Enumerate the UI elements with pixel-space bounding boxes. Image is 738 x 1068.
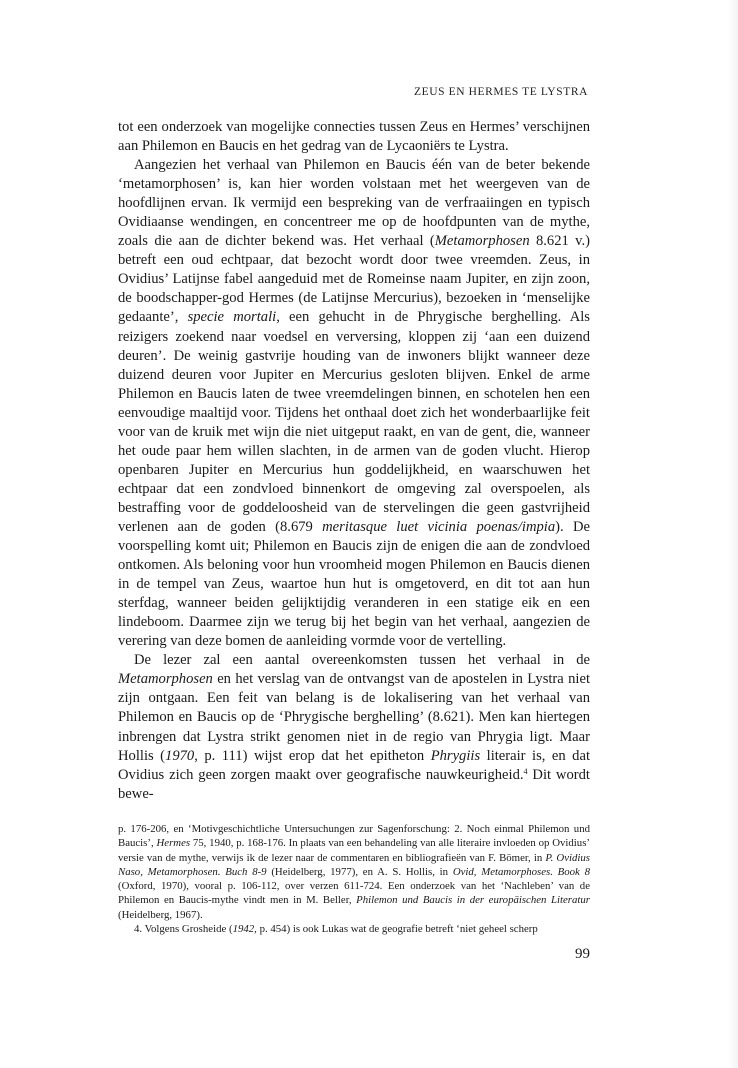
- footnote-segment: , p. 454) is ook Lukas wat de geografie betreft ‘niet geheel scherp: [254, 923, 538, 936]
- footnote-segment-italic: Ovid, Metamorphoses. Book 8: [452, 865, 590, 878]
- text-segment: Dit wordt bewe-: [118, 766, 590, 802]
- footnote-segment: p. 176-206, en ‘Motivgeschichtliche Untersuchungen zur Sagenforschung: 2. Noch einmal Philemon und Baucis’,: [118, 823, 590, 850]
- footnote-segment: 4. Volgens Grosheide (: [134, 923, 233, 936]
- footnotes: [118, 822, 590, 936]
- footnote-segment: (Heidelberg, 1967).: [118, 908, 203, 921]
- footnote-segment: (Heidelberg, 1977), en A. S. Hollis, in: [266, 865, 453, 878]
- text-segment: 8.621 v.) betreft een oud echtpaar, dat bezocht wordt door twee vreemden. Zeus, in Ovidius’ Latijnse fabel aangeduid met de Romeinse naam Jupiter, en zijn zoon, de boodschapper-god Hermes (de Latijnse Mercurius), bezoeken in ‘menselijke gedaante’,: [118, 233, 590, 326]
- page-number: 99: [575, 946, 590, 962]
- footnote-reference: 4: [523, 766, 528, 776]
- paragraph: [118, 118, 590, 156]
- text-segment-italic: Metamorphosen: [434, 233, 530, 250]
- page-edge-shadow: [728, 0, 738, 1068]
- text-segment: ). De voorspelling komt uit; Philemon en Baucis zijn de enigen die aan de zondvloed ontkomen. Als beloning voor hun vroomheid mogen Philemon en Baucis dienen in de tempel van Zeus, waartoe hun hut is omgetoverd, en dit tot aan hun sterfdag, wanneer beiden gelijktijdig veranderen in een statige eik en een lindeboom. Daarmee zijn we terug bij het begin van het verhaal, aangezien de verering van deze bomen de aanleiding vormde voor de vertelling.: [118, 518, 590, 650]
- footnote-segment-italic: Philemon und Baucis in der europäischen Literatur: [356, 894, 590, 907]
- text-segment: en het verslag van de ontvangst van de apostelen in Lystra niet zijn ontgaan. Een feit van belang is de lokalisering van het verhaal van Philemon en Baucis op de ‘Phrygische berghelling’ (8.621). Men kan hiertegen inbrengen dat Lystra strikt genomen niet in de regio van Phrygia ligt. Maar Hollis (: [118, 671, 590, 764]
- running-head: ZEUS EN HERMES TE LYSTRA: [413, 86, 588, 98]
- footnote: [118, 822, 590, 922]
- paragraph: [118, 651, 590, 803]
- text-segment: literair is, en dat Ovidius zich geen zorgen maakt over geografische nauwkeurigheid.: [118, 747, 590, 783]
- text-segment: , p. 111) wijst erop dat het epitheton: [194, 747, 431, 764]
- footnote-segment: (Oxford, 1970), vooral p. 106-112, over verzen 611-724. Een onderzoek van het ‘Nachleben’ van de Philemon en Baucis-mythe vindt men in M. Beller,: [118, 880, 590, 907]
- text-segment: tot een onderzoek van mogelijke connecties tussen Zeus en Hermes’ verschijnen aan Philemon en Baucis en het gedrag van de Lycaoniërs te Lystra.: [118, 119, 590, 155]
- paragraph: [118, 156, 590, 651]
- footnote-segment: 75, 1940, p. 168-176. In plaats van een behandeling van alle literaire invloeden op Ovidius’ versie van de mythe, verwijs ik de lezer naar de commentaren en bibliografieën van F. Bömer, in: [118, 837, 590, 864]
- text-segment-italic: Metamorphosen: [118, 671, 213, 688]
- text-segment: Aangezien het verhaal van Philemon en Baucis één van de beter bekende ‘metamorphosen’ is, kan hier worden volstaan met het weergeven van de hoofdlijnen ervan. Ik vermijd een bespreking van de verfraaiingen en typisch Ovidiaanse wendingen, en concentreer me op de hoofdpunten van de mythe, zoals die aan de dichter bekend was. Het verhaal (: [118, 157, 590, 250]
- body-text: [118, 118, 590, 804]
- text-segment-italic: specie mortali: [187, 309, 277, 326]
- footnote: [118, 922, 590, 936]
- text-segment-italic: meritasque luet vicinia poenas/impia: [322, 518, 556, 535]
- footnote-segment-italic: Hermes: [156, 837, 191, 850]
- text-segment-italic: Phrygiis: [430, 747, 481, 764]
- text-segment: , een gehucht in de Phrygische berghelling. Als reizigers zoekend naar voedsel en verversing, kloppen zij ‘aan een duizend deuren’. De weinig gastvrije houding van de inwoners blijkt wanneer deze duizend deuren voor Jupiter en Mercurius gesloten blijven. Enkel de arme Philemon en Baucis laten de twee vreemdelingen binnen, en schotelen hen een eenvoudige maaltijd voor. Tijdens het onthaal doet zich het wonderbaarlijke feit voor van de kruik met wijn die niet uitgeput raakt, en van de gent, die, wanneer het oude paar hem willen slachten, in de armen van de goden vlucht. Hierop openbaren Jupiter en Mercurius hun goddelijkheid, en waarschuwen het echtpaar dat een zondvloed binnenkort de omgeving zal overspoelen, als bestraffing voor de goddeloosheid van de stervelingen die geen gastvrijheid verlenen aan de goden (8.679: [118, 309, 590, 535]
- footnote-segment-italic: P. Ovidius Naso, Metamorphosen. Buch 8-9: [118, 851, 590, 878]
- text-segment-italic: 1970: [165, 747, 195, 764]
- footnote-segment-italic: 1942: [232, 923, 255, 936]
- text-segment: De lezer zal een aantal overeenkomsten tussen het verhaal in de: [134, 652, 590, 669]
